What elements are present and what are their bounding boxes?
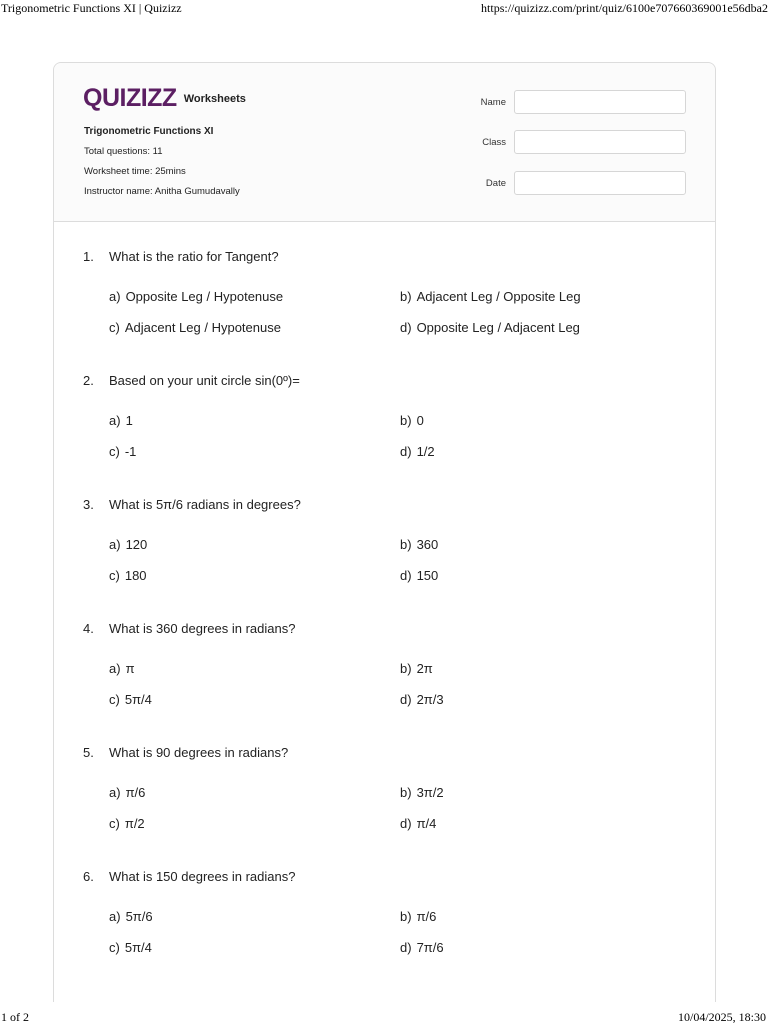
print-page-url: https://quizizz.com/print/quiz/6100e707660369001e56dba2 bbox=[481, 1, 768, 15]
option-letter: a) bbox=[109, 661, 121, 676]
total-questions: Total questions: 11 bbox=[84, 146, 163, 157]
option-text: Opposite Leg / Hypotenuse bbox=[125, 289, 284, 304]
worksheet-header bbox=[54, 63, 715, 222]
option-letter: d) bbox=[400, 568, 412, 583]
brand-subtitle: Worksheets bbox=[183, 93, 246, 105]
option-a bbox=[109, 909, 153, 924]
option-d bbox=[400, 692, 444, 707]
option-letter: b) bbox=[400, 785, 412, 800]
question-text: What is the ratio for Tangent? bbox=[109, 249, 279, 264]
question-number: 6. bbox=[83, 869, 94, 884]
option-text: π/4 bbox=[416, 816, 437, 831]
option-text: 0 bbox=[416, 413, 424, 428]
question-number: 3. bbox=[83, 497, 94, 512]
option-b bbox=[400, 785, 444, 800]
option-letter: b) bbox=[400, 909, 412, 924]
option-letter: c) bbox=[109, 320, 120, 335]
question-number: 5. bbox=[83, 745, 94, 760]
option-b bbox=[400, 909, 436, 924]
option-d bbox=[400, 816, 436, 831]
print-header bbox=[0, 0, 768, 20]
option-letter: d) bbox=[400, 444, 412, 459]
print-page-title: Trigonometric Functions XI | Quizizz bbox=[1, 1, 182, 15]
option-text: π bbox=[125, 661, 135, 676]
quizizz-logo: QUIZIZZ bbox=[83, 84, 177, 112]
option-letter: b) bbox=[400, 289, 412, 304]
option-text: 3π/2 bbox=[416, 785, 444, 800]
question bbox=[54, 869, 715, 979]
option-a bbox=[109, 661, 135, 676]
option-letter: b) bbox=[400, 661, 412, 676]
question-text: What is 90 degrees in radians? bbox=[109, 745, 289, 760]
option-text: 2π bbox=[416, 661, 433, 676]
print-datetime: 10/04/2025, 18:30 bbox=[677, 1010, 766, 1024]
option-b bbox=[400, 537, 438, 552]
option-letter: d) bbox=[400, 816, 412, 831]
question-text: What is 5π/6 radians in degrees? bbox=[109, 497, 301, 512]
brand bbox=[83, 85, 246, 111]
question-text: What is 150 degrees in radians? bbox=[109, 869, 296, 884]
option-text: 150 bbox=[416, 568, 439, 583]
question-text: Based on your unit circle sin(0º)= bbox=[109, 373, 300, 388]
option-text: π/6 bbox=[125, 785, 146, 800]
option-letter: a) bbox=[109, 537, 121, 552]
option-text: 7π/6 bbox=[416, 940, 444, 955]
option-text: 1 bbox=[125, 413, 133, 428]
option-letter: b) bbox=[400, 413, 412, 428]
option-b bbox=[400, 289, 581, 304]
question-number: 4. bbox=[83, 621, 94, 636]
question bbox=[54, 497, 715, 607]
name-label: Name bbox=[480, 97, 506, 108]
option-letter: a) bbox=[109, 289, 121, 304]
option-letter: a) bbox=[109, 413, 121, 428]
option-text: 2π/3 bbox=[416, 692, 444, 707]
date-field[interactable] bbox=[514, 171, 686, 195]
page-counter: 1 of 2 bbox=[1, 1010, 29, 1024]
option-letter: d) bbox=[400, 940, 412, 955]
option-a bbox=[109, 289, 283, 304]
option-text: Opposite Leg / Adjacent Leg bbox=[416, 320, 580, 335]
option-c bbox=[109, 320, 281, 335]
option-a bbox=[109, 413, 133, 428]
option-text: 120 bbox=[125, 537, 148, 552]
option-c bbox=[109, 568, 147, 583]
option-text: Adjacent Leg / Hypotenuse bbox=[124, 320, 281, 335]
question-number: 1. bbox=[83, 249, 94, 264]
question bbox=[54, 621, 715, 731]
question bbox=[54, 249, 715, 359]
option-text: π/2 bbox=[124, 816, 145, 831]
option-letter: b) bbox=[400, 537, 412, 552]
option-c bbox=[109, 444, 136, 459]
option-d bbox=[400, 444, 435, 459]
date-label: Date bbox=[485, 178, 506, 189]
option-letter: d) bbox=[400, 692, 412, 707]
print-footer bbox=[0, 1008, 768, 1024]
class-label: Class bbox=[482, 137, 506, 148]
question-text: What is 360 degrees in radians? bbox=[109, 621, 296, 636]
option-c bbox=[109, 940, 152, 955]
option-letter: c) bbox=[109, 444, 120, 459]
option-d bbox=[400, 940, 444, 955]
option-a bbox=[109, 785, 145, 800]
option-b bbox=[400, 413, 424, 428]
option-c bbox=[109, 816, 145, 831]
option-text: Adjacent Leg / Opposite Leg bbox=[416, 289, 581, 304]
option-letter: c) bbox=[109, 692, 120, 707]
option-text: π/6 bbox=[416, 909, 437, 924]
option-text: 180 bbox=[124, 568, 147, 583]
option-text: -1 bbox=[124, 444, 137, 459]
option-text: 1/2 bbox=[416, 444, 435, 459]
worksheet-title: Trigonometric Functions XI bbox=[84, 126, 214, 137]
option-letter: d) bbox=[400, 320, 412, 335]
worksheet-sheet bbox=[53, 62, 716, 1002]
option-a bbox=[109, 537, 147, 552]
class-field[interactable] bbox=[514, 130, 686, 154]
instructor-name: Instructor name: Anitha Gumudavally bbox=[84, 186, 240, 197]
option-d bbox=[400, 568, 438, 583]
option-text: 5π/4 bbox=[124, 692, 152, 707]
option-letter: c) bbox=[109, 568, 120, 583]
option-d bbox=[400, 320, 580, 335]
option-letter: a) bbox=[109, 785, 121, 800]
option-letter: c) bbox=[109, 816, 120, 831]
option-letter: a) bbox=[109, 909, 121, 924]
question-number: 2. bbox=[83, 373, 94, 388]
option-text: 5π/4 bbox=[124, 940, 152, 955]
question bbox=[54, 373, 715, 483]
name-field[interactable] bbox=[514, 90, 686, 114]
option-text: 5π/6 bbox=[125, 909, 153, 924]
option-text: 360 bbox=[416, 537, 439, 552]
option-c bbox=[109, 692, 152, 707]
option-b bbox=[400, 661, 433, 676]
option-letter: c) bbox=[109, 940, 120, 955]
worksheet-time: Worksheet time: 25mins bbox=[84, 166, 186, 177]
question bbox=[54, 745, 715, 855]
